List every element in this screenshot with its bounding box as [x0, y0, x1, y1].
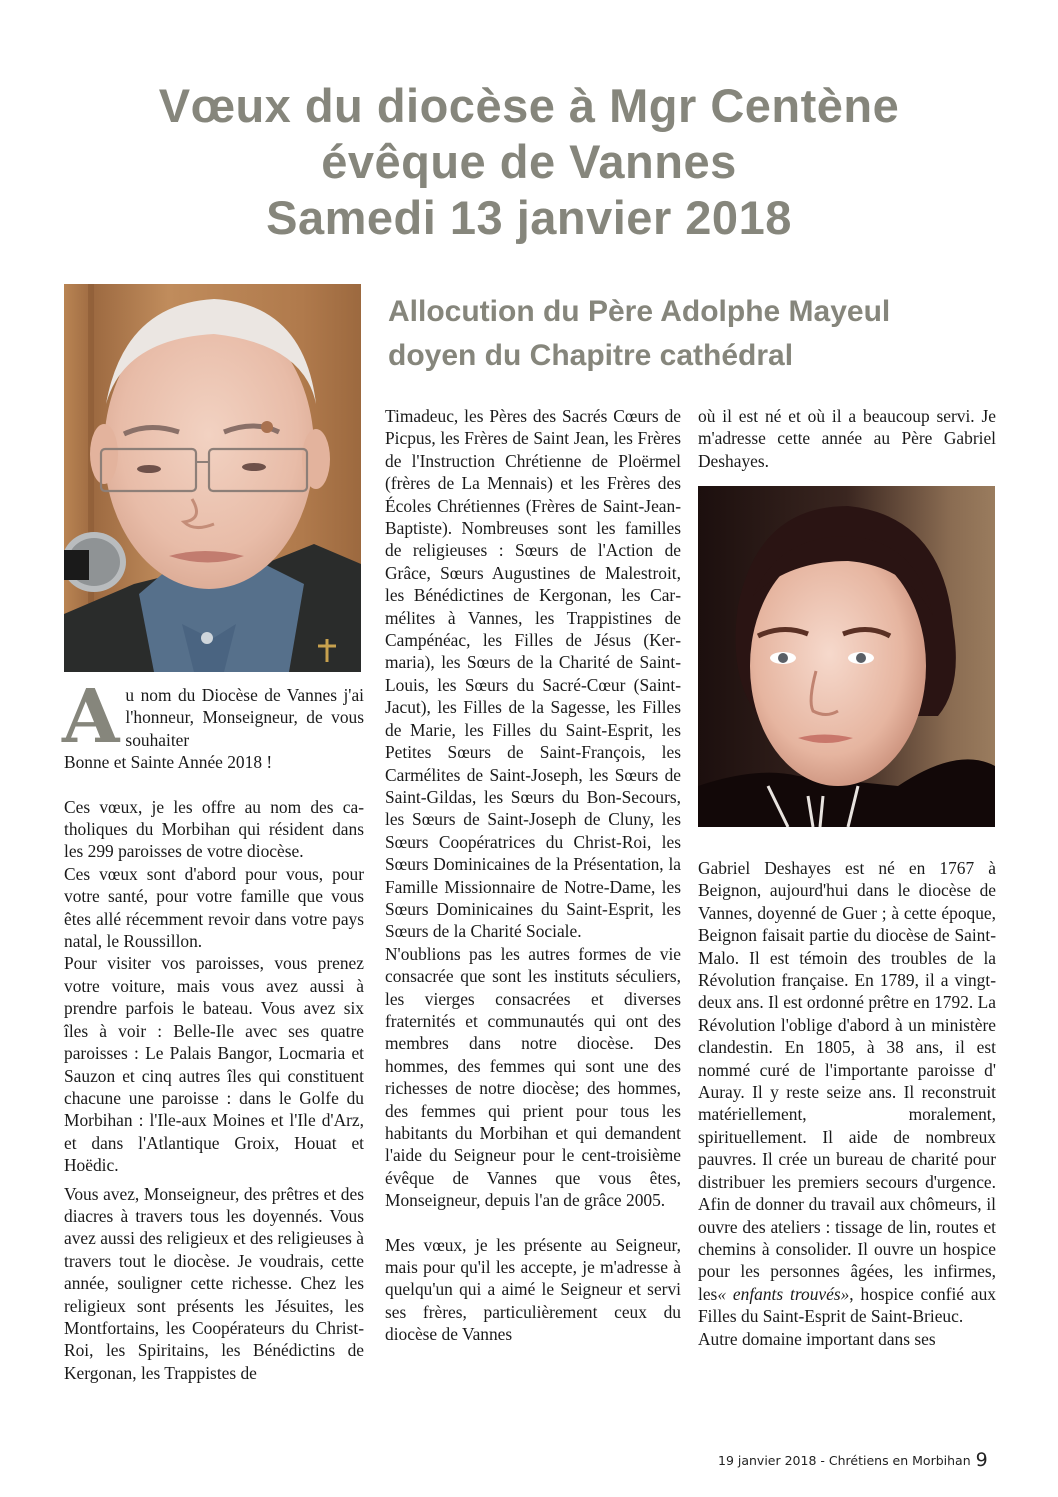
photo-priest-speaking: [64, 284, 361, 672]
paragraph: Mes vœux, je les présente au Seigneur, mais pour qu'il les accepte, je m'adresse à quelqu'un qui a aimé le Seigneur et servi ses frères, particulièrement ceux du diocèse de Vannes: [385, 1234, 681, 1345]
paragraph: Ces vœux, je les offre au nom des catholiques du Morbihan qui résident dans les 299 paroisses de votre diocèse.: [64, 796, 364, 862]
title-line-3: Samedi 13 janvier 2018: [266, 191, 792, 244]
title-line-2: évêque de Vannes: [321, 135, 737, 188]
italic-quote: « enfants trouvés»: [717, 1283, 850, 1304]
page-footer: [718, 1449, 988, 1471]
subtitle-line-2: doyen du Chapitre cathédral: [388, 339, 794, 372]
paragraph-text: Gabriel Deshayes est né en 1767 à Beignon, aujourd'hui dans le diocèse de Vannes, doyenné de Guer ; à cette époque, Beignon faisait partie du diocèse de Saint-Malo. Il est témoin des troubles de la Révolution française. En 1789, il a vingt-deux ans. Il est ordonné prêtre en 1792. La Révolution l'oblige d'abord à un ministère clandestin. En 1805, à 38 ans, il est nommé curé de l'importante paroisse d' Auray. Il y reste seize ans. Il reconstruit matériellement, moralement, spirituellement. Il aide de nombreux pauvres. Il crée un bureau de charité pour distribuer les premiers secours d'urgence. Afin de donner du travail aux chômeurs, il ouvre des ateliers : tissage de lin, routes et chemins à consolider. Il ouvre un hospice pour les personnes âgées, les infirmes, les: [698, 858, 996, 1304]
paragraph: Autre domaine important dans ses: [698, 1328, 936, 1349]
title-line-1: Vœux du diocèse à Mgr Centène: [158, 79, 900, 132]
drop-cap: A: [62, 674, 120, 760]
paragraph: Vous avez, Monseigneur, des prêtres et des diacres à travers tous les doyennés. Vous avez aussi des religieux et des religieuses à travers tout le diocèse. Je voudrais, cette année, souligner cette richesse. Chez les religieux sont présents les Jésuites, les Montfortains, les Coopérateurs du Christ-Roi, les Spiritains, les Bénédictins de Kergonan, les Trappistes de: [64, 1183, 364, 1383]
paragraph: où il est né et où il a beaucoup servi. Je m'adresse cette année au Père Gabriel Deshayes.: [698, 406, 996, 471]
paragraph-text-end: , hospice confié aux Filles du Saint-Esprit de Saint-Brieuc.: [698, 1283, 997, 1327]
column-3-bottom: [698, 857, 996, 1350]
paragraph: Ces vœux sont d'abord pour vous, pour votre santé, pour votre famille que vous êtes allé récemment revoir dans votre pays natal, le Roussillon.: [64, 863, 364, 952]
footer-text: 19 janvier 2018 - Chrétiens en Morbihan: [718, 1453, 971, 1468]
paragraph: N'oublions pas les autres formes de vie consacrée que sont les instituts séculiers, les vierges consacrées et diverses fraternités et communautés qui ont des membres dans notre diocèse. Des hommes, des femmes qui sont une des richesses de notre diocèse; des hommes, des femmes qui prient pour tous les habitants du Morbihan et qui demandent l'aide du Seigneur pour le cent-troisième évêque de Vannes que vous êtes, Monseigneur, depuis l'an de grâce 2005.: [385, 943, 681, 1211]
subtitle-line-1: Allocution du Père Adolphe Mayeul: [388, 295, 891, 328]
intro-text: u nom du Diocèse de Vannes j'ai l'honneur, Monseigneur, de vous souhaiter: [125, 685, 364, 750]
intro-paragraph: [62, 674, 364, 760]
page-title: [0, 78, 1058, 246]
portrait-gabriel-deshayes: [698, 486, 995, 827]
intro-greeting: Bonne et Sainte Année 2018 !: [64, 752, 273, 773]
paragraph: [698, 857, 996, 1328]
article-subtitle: [388, 290, 1028, 378]
column-1: [62, 674, 364, 1384]
column-3-top: [698, 405, 996, 472]
page-number: 9: [975, 1449, 988, 1471]
paragraph: Pour visiter vos paroisses, vous prenez votre voiture, mais vous avez aussi à prendre parfois le bateau. Vous avez six îles à voir : Belle-Ile avec ses quatre paroisses : Le Palais Bangor, Locmaria et Sauzon et cinq autres îles qui constituent chacune une paroisse : dans le Golfe du Morbihan : l'Ile-aux Moines et l'Ile d'Arz, et dans l'Atlantique Groix, Houat et Hoëdic.: [64, 953, 364, 1176]
paragraph: Timadeuc, les Pères des Sacrés Cœurs de Picpus, les Frères de Saint Jean, les Frères de l'Instruction Chrétienne de Ploërmel (frères de La Mennais) et les Frères des Écoles Chrétiennes (Frères de Saint-Jean-Baptiste). Nombreuses sont les familles de religieuses : Sœurs de l'Action de Grâce, Sœurs Augustines de Malestroit, les Bénédictines de Kergonan, les Carmélites à Vannes, les Trappistines de Campénéac, les Filles de Jésus (Kermaria), les Sœurs de la Charité de Saint-Louis, les Sœurs du Sacré-Cœur (Saint-Jacut), les Filles de la Sagesse, les Filles de Marie, les Filles du Saint-Esprit, les Petites Sœurs de Saint-François, les Carmélites de Saint-Joseph, les Sœurs de Saint-Gildas, les Sœurs du Bon-Secours, les Sœurs de Saint-Joseph de Cluny, les Sœurs Coopératrices du Christ-Roi, les Sœurs Dominicaines de la Présentation, la Famille Missionnaire de Notre-Dame, les Sœurs Dominicaines du Saint-Esprit, les Sœurs de la Charité Sociale.: [385, 406, 681, 942]
column-2: [385, 405, 681, 1346]
